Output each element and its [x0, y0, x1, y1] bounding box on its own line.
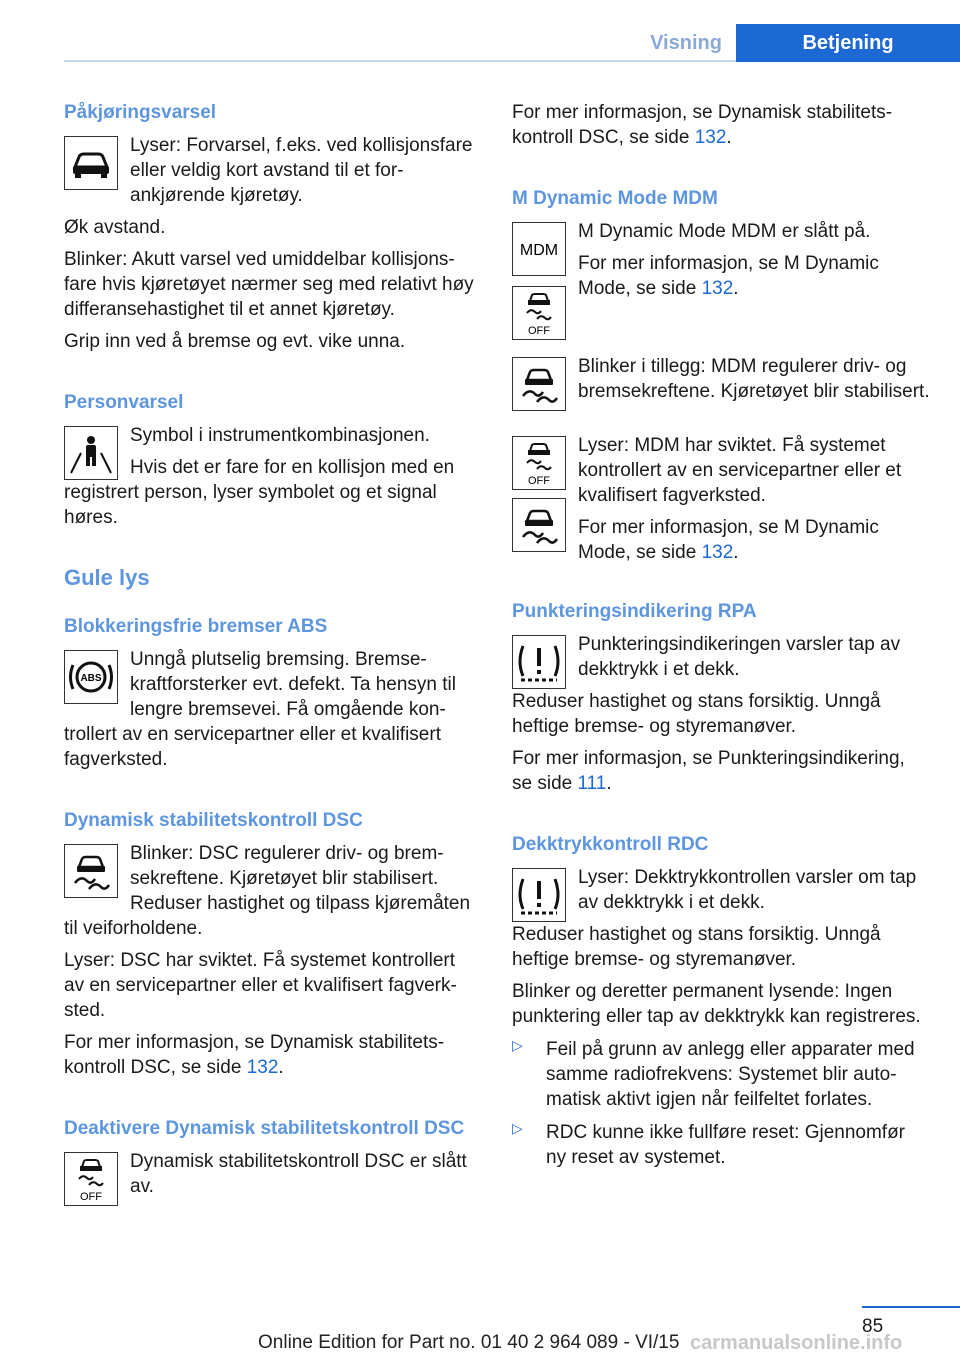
- heading-gule-lys: Gule lys: [64, 565, 150, 590]
- text-s1-p4: Grip inn ved å bremse og evt. vike unna.: [64, 331, 406, 352]
- link-page-132-a[interactable]: 132: [246, 1057, 279, 1078]
- mdm-icon-label: MDM: [519, 242, 559, 259]
- heading-dsc: Dynamisk stabilitetskontroll DSC: [64, 810, 363, 831]
- heading-pakjoringsvarsel: Påkjøringsvarsel: [64, 102, 217, 123]
- text-r1-p2: For mer informasjon, se M Dynamic Mode, se side: [578, 253, 879, 299]
- text-s5-p2: Lyser: DSC har sviktet. Få systemet kontrollert av en servicepartner eller et kvalifisert fagverksted.: [64, 950, 457, 1021]
- left-column: [64, 100, 480, 1206]
- text-r1-p2-container: For mer informasjon, se M Dynamic Mode, se side 132.: [578, 253, 879, 299]
- heading-rdc: Dekktrykkontroll RDC: [512, 834, 709, 855]
- triangle-bullet-icon: ▷: [512, 1037, 523, 1053]
- dsc-off-icon: [512, 436, 566, 490]
- text-r1-p3: Blinker i tillegg: MDM regulerer driv- og bremsekreftene. Kjøretøyet blir stabilisert.: [578, 356, 930, 402]
- mdm-icon: [512, 222, 566, 276]
- heading-personvarsel: Personvarsel: [64, 392, 184, 413]
- dsc-skid-icon: [512, 498, 566, 552]
- link-page-132-b[interactable]: 132: [694, 127, 727, 148]
- text-s5-p3: For mer informasjon, se Dynamisk stabilitetskontroll DSC, se side: [64, 1032, 445, 1078]
- bullet-item: [512, 1037, 930, 1112]
- text-s4-p1: Unngå plutselig bremsing. Bremsekraftforsterker evt. defekt. Ta hensyn til lengre bremsevei. Få omgående kontrollert av en servicepartner eller et kvalifisert fagverksted.: [64, 649, 456, 770]
- off-label: OFF: [528, 475, 550, 487]
- watermark: carmanualsonline.info: [690, 1332, 903, 1354]
- edition-text: Online Edition for Part no. 01 40 2 964 089 - VI/15: [258, 1332, 680, 1353]
- bullet-item: [512, 1120, 930, 1170]
- text-r1-p5-container: For mer informasjon, se M Dynamic Mode, se side 132.: [578, 517, 879, 563]
- text-s6-p1: Dynamisk stabilitetskontroll DSC er slått av.: [130, 1151, 467, 1197]
- tab-betjening[interactable]: Betjening: [736, 24, 960, 62]
- text-r2-p1: Punkteringsindikeringen varsler tap av dekktrykk i et dekk.: [578, 634, 901, 680]
- dsc-off-icon: [512, 286, 566, 340]
- text-r3-p2: Reduser hastighet og stans forsiktig. Unngå heftige bremse- og styremanøver.: [512, 924, 881, 970]
- text-s1-p1: Lyser: Forvarsel, f.eks. ved kollisjonsfare eller veldig kort avstand til et forankjørende kjøretøy.: [130, 135, 473, 206]
- text-s2-p2: Hvis det er fare for en kollisjon med en registrert person, lyser symbolet og et signal høres.: [64, 457, 455, 528]
- text-s2-p1: Symbol i instrumentkombinasjonen.: [130, 425, 430, 446]
- off-label: OFF: [528, 325, 550, 337]
- text-r0-container: For mer informasjon, se Dynamisk stabilitetskontroll DSC, se side 132.: [512, 102, 893, 148]
- tire-pressure-warning-icon: [512, 868, 566, 922]
- heading-rpa: Punkteringsindikering RPA: [512, 601, 757, 622]
- text-r2-p2: Reduser hastighet og stans forsiktig. Unngå heftige bremse- og styremanøver.: [512, 691, 881, 737]
- footer-rule: [862, 1306, 960, 1308]
- text-r1-p5: For mer informasjon, se M Dynamic Mode, se side: [578, 517, 879, 563]
- off-label: OFF: [80, 1191, 102, 1203]
- bullet-text: Feil på grunn av anlegg eller apparater med samme radiofrekvens: Systemet blir automatisk aktivt igjen når feilfeltet forlates.: [546, 1039, 915, 1110]
- pedestrian-warning-icon: [64, 426, 118, 480]
- car-front-warning-icon: [64, 136, 118, 190]
- text-r2-p3-container: For mer informasjon, se Punkteringsindikering, se side 111.: [512, 748, 905, 794]
- right-column: [512, 100, 930, 1170]
- dsc-skid-icon: [64, 844, 118, 898]
- heading-abs: Blokkeringsfrie bremser ABS: [64, 616, 328, 637]
- dsc-skid-icon: [512, 357, 566, 411]
- text-s5-p1: Blinker: DSC regulerer driv- og bremsekreftene. Kjøretøyet blir stabilisert. Reduser hastighet og tilpass kjøremåten til veiforholdene.: [64, 843, 471, 939]
- link-page-132-d[interactable]: 132: [701, 542, 734, 563]
- abs-icon: [64, 650, 118, 704]
- text-r1-p1: M Dynamic Mode MDM er slått på.: [578, 221, 871, 242]
- heading-deactivate-dsc: Deaktivere Dynamisk stabilitetskontroll DSC: [64, 1118, 465, 1139]
- tire-pressure-warning-icon: [512, 635, 566, 689]
- text-r1-p4: Lyser: MDM har sviktet. Få systemet kontrollert av en servicepartner eller et kvalifisert fagverksted.: [578, 435, 902, 506]
- page-number: 85: [862, 1316, 884, 1337]
- link-page-111[interactable]: 111: [577, 773, 607, 794]
- text-r3-p1: Lyser: Dekktrykkontrollen varsler om tap av dekktrykk i et dekk.: [578, 867, 917, 913]
- triangle-bullet-icon: ▷: [512, 1120, 523, 1136]
- text-s1-p2: Øk avstand.: [64, 217, 166, 238]
- bullet-text: RDC kunne ikke fullføre reset: Gjennomfør ny reset av systemet.: [546, 1122, 906, 1168]
- text-r2-p3: For mer informasjon, se Punkteringsindikering, se side: [512, 748, 905, 794]
- dsc-off-icon: [64, 1152, 118, 1206]
- heading-mdm: M Dynamic Mode MDM: [512, 188, 718, 209]
- tab-visning[interactable]: Visning: [650, 32, 722, 54]
- text-r0-p1: For mer informasjon, se Dynamisk stabilitetskontroll DSC, se side: [512, 102, 893, 148]
- text-s5-p3-container: For mer informasjon, se Dynamisk stabilitetskontroll DSC, se side 132.: [64, 1032, 445, 1078]
- abs-icon-label: ABS: [80, 673, 102, 684]
- text-s1-p3: Blinker: Akutt varsel ved umiddelbar kollisjonsfare hvis kjøretøyet nærmer seg med relativt høy differansehastighet til et annet kjøretøy.: [64, 249, 474, 320]
- link-page-132-c[interactable]: 132: [701, 278, 734, 299]
- text-r3-p3: Blinker og deretter permanent lysende: Ingen punktering eller tap av dekktrykk kan registreres.: [512, 981, 921, 1027]
